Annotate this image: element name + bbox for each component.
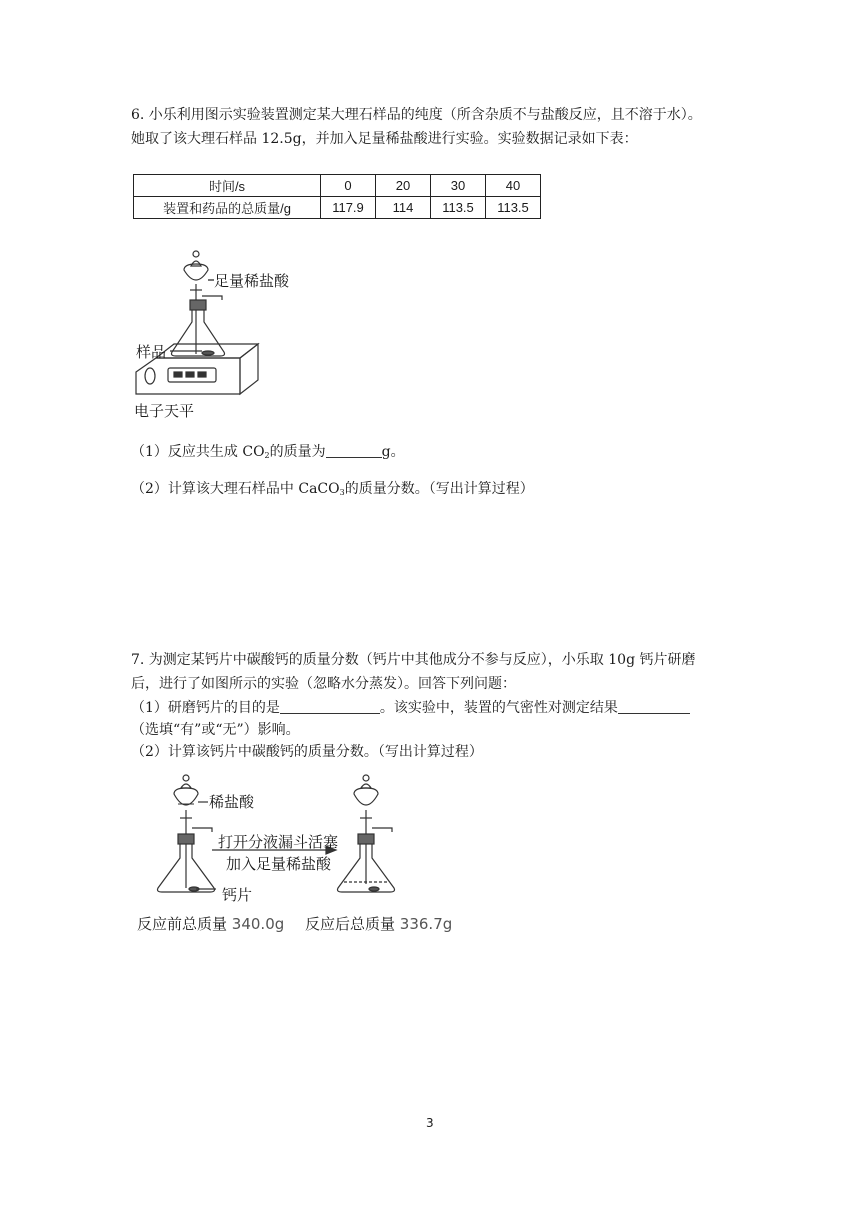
balance-side [240,344,258,394]
before-mass: 反应前总质量 340.0g [137,915,285,933]
left-funnel-bulb [174,788,198,805]
q6-line2: 她取了该大理石样品 12.5g，并加入足量稀盐酸进行实验。实验数据记录如下表： [131,131,638,147]
arrow-bottom-label: 加入足量稀盐酸 [226,855,332,873]
table-row [134,197,541,219]
table-header-time: 时间/s [134,175,321,197]
tablet-label: 钙片 [222,886,253,904]
acid-label: 足量稀盐酸 [214,272,290,290]
q6-data-table [133,174,541,219]
sample-label: 样品 [136,343,167,361]
table-cell: 30 [431,175,486,197]
table-cell: 20 [376,175,431,197]
dilute-acid-label: 稀盐酸 [209,793,255,811]
answer-blank[interactable] [618,699,690,714]
side-tube [202,296,222,300]
q7-line4: （选填“有”或“无”）影响。 [131,722,300,738]
table-header-mass: 装置和药品的总质量/g [134,197,321,219]
table-cell: 117.9 [321,197,376,219]
after-mass: 反应后总质量 336.7g [305,915,453,933]
q6-sub1: （1）反应共生成 $CO_2$的质量为 g。 [131,444,405,460]
sample-solid [202,351,214,355]
table-cell: 113.5 [431,197,486,219]
erlenmeyer-flask [172,310,225,356]
table-cell: 40 [486,175,541,197]
left-flask-stopper [178,834,194,844]
table-cell: 0 [321,175,376,197]
answer-blank[interactable] [280,699,380,714]
answer-blank[interactable] [326,443,382,458]
table-cell: 114 [376,197,431,219]
q7-line2: 后，进行了如图所示的实验（忽略水分蒸发）。回答下列问题： [131,676,516,692]
q7-sub1: （1）研磨钙片的目的是 。该实验中，装置的气密性对测定结果 [131,697,690,719]
right-flask-stopper [358,834,374,844]
q6-sub2: （2）计算该大理石样品中 CaCO$_3$的质量分数。（写出计算过程） [131,481,534,497]
q7-line1: 7. 为测定某钙片中碳酸钙的质量分数（钙片中其他成分不参与反应），小乐取 10g 钙片研磨 [131,652,696,668]
funnel-knob [193,251,199,257]
flask-stopper [190,300,206,310]
balance-knob [145,368,155,384]
page-number: 3 [426,1116,434,1130]
table-row [134,175,541,197]
q6-line1: 6. 小乐利用图示实验装置测定某大理石样品的纯度（所含杂质不与盐酸反应，且不溶于水）。 [131,107,702,123]
table-cell: 113.5 [486,197,541,219]
arrow-top-label: 打开分液漏斗活塞 [218,833,339,851]
q7-sub2: （2）计算该钙片中碳酸钙的质量分数。（写出计算过程） [131,744,483,760]
right-funnel-bulb [354,788,378,805]
balance-label: 电子天平 [134,402,195,420]
